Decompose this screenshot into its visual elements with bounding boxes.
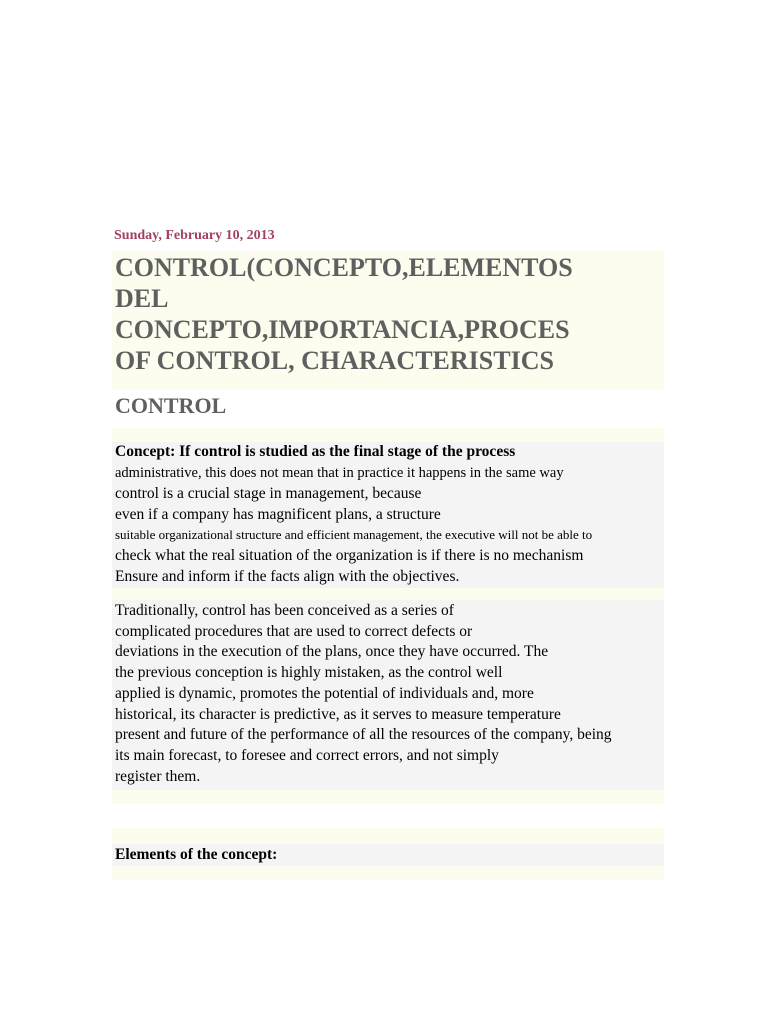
concept-paragraph: [115, 441, 663, 587]
traditional-line: complicated procedures that are used to correct defects or: [115, 622, 473, 640]
traditional-line: applied is dynamic, promotes the potential of individuals and, more: [115, 684, 534, 702]
traditional-line: deviations in the execution of the plans, once they have occurred. The: [115, 643, 549, 661]
title-line: CONCEPTO,IMPORTANCIA,PROCES: [115, 315, 570, 344]
traditional-line: present and future of the performance of all the resources of the company, being: [115, 726, 612, 744]
title-line: CONTROL(CONCEPTO,ELEMENTOS: [115, 253, 573, 282]
title-line: OF CONTROL, CHARACTERISTICS: [115, 346, 554, 375]
title-line: DEL: [115, 284, 169, 313]
concept-line: Concept: If control is studied as the final stage of the process: [115, 443, 516, 460]
post-title[interactable]: [115, 252, 663, 376]
band: [112, 428, 664, 442]
elements-heading: Elements of the concept:: [115, 846, 278, 863]
band: [112, 790, 664, 804]
traditional-paragraph: [115, 601, 663, 787]
traditional-line: its main forecast, to foresee and correct errors, and not simply: [115, 746, 499, 764]
concept-line: administrative, this does not mean that in practice it happens in the same way: [115, 465, 564, 481]
concept-line: control is a crucial stage in management, because: [115, 485, 422, 502]
traditional-line: historical, its character is predictive, as it serves to measure temperature: [115, 705, 561, 723]
band: [112, 828, 664, 844]
post-date: Sunday, February 10, 2013: [114, 228, 275, 243]
concept-line: even if a company has magnificent plans, a structure: [115, 506, 441, 523]
band: [112, 588, 664, 600]
concept-line: suitable organizational structure and efficient management, the executive will not be able to: [115, 527, 593, 542]
traditional-line: Traditionally, control has been conceived as a series of: [115, 602, 454, 619]
traditional-line: the previous conception is highly mistaken, as the control well: [115, 664, 503, 682]
concept-line: Ensure and inform if the facts align with the objectives.: [115, 568, 460, 585]
section-heading-control: CONTROL: [115, 393, 227, 418]
band: [112, 866, 664, 880]
traditional-line: register them.: [115, 767, 201, 785]
concept-line: check what the real situation of the organization is if there is no mechanism: [115, 547, 584, 564]
